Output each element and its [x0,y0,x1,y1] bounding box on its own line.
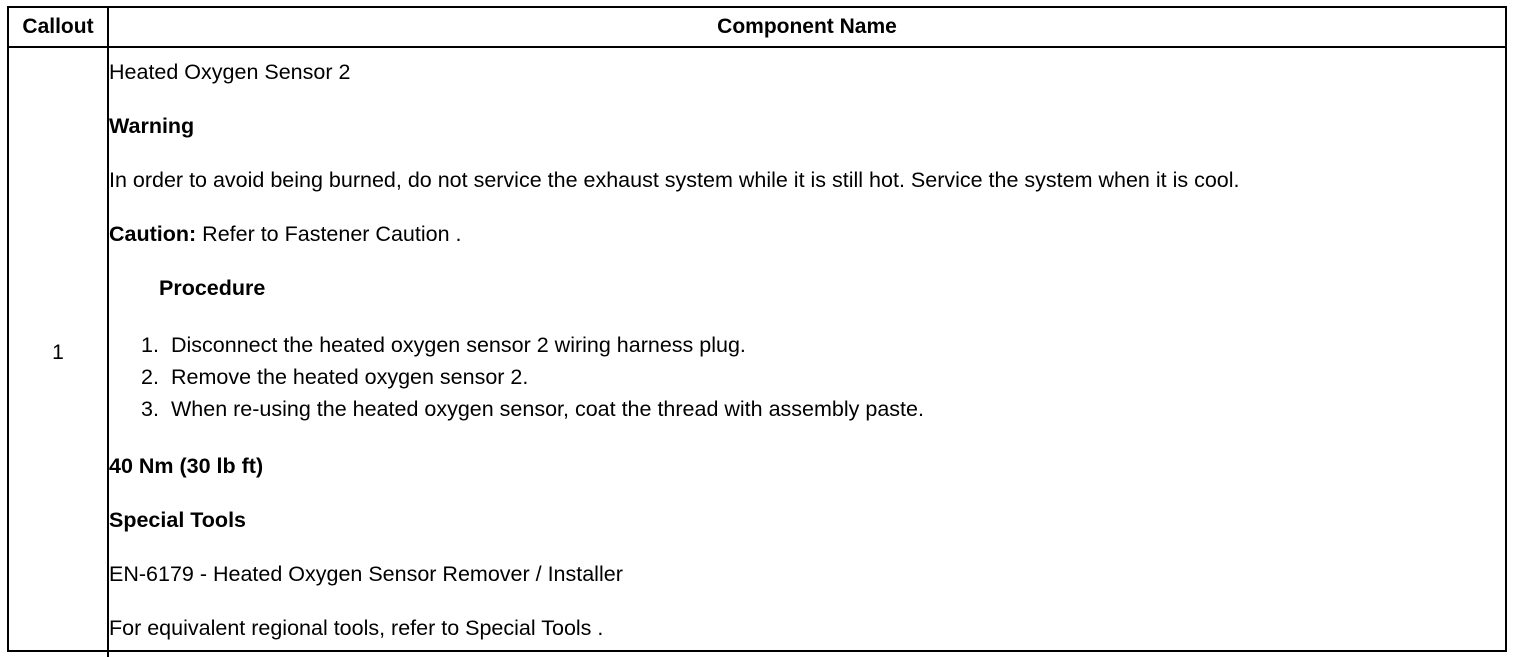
procedure-steps [109,317,1505,441]
component-cell [108,47,1505,657]
header-component-name: Component Name [108,8,1505,47]
step-number: 2 . [109,361,159,393]
warning-text: In order to avoid being burned, do not service the exhaust system while it is still hot. Service the system when it is cool. [109,168,1240,192]
procedure-heading: Procedure [159,276,266,300]
component-name: Heated Oxygen Sensor 2 [109,60,351,84]
caution-text: Refer to Fastener Caution . [196,222,462,246]
caution-note [109,209,1505,263]
header-callout: Callout [9,8,108,47]
header-row [9,8,1505,47]
warning-heading: Warning [109,114,195,138]
list-item [109,393,1505,425]
procedure-table-frame [7,6,1507,652]
procedure-table [9,8,1505,657]
list-item [109,329,1505,361]
table-row [9,47,1505,657]
step-number: 3 . [109,393,159,425]
special-tools-heading: Special Tools [109,508,246,532]
torque-spec: 40 Nm (30 lb ft) [109,454,264,478]
step-number: 1 . [109,329,159,361]
special-tool: EN-6179 - Heated Oxygen Sensor Remover / Installer [109,562,623,586]
step-text: When re-using the heated oxygen sensor, coat the thread with assembly paste. [171,397,924,421]
caution-label: Caution: [109,222,197,246]
step-text: Disconnect the heated oxygen sensor 2 wiring harness plug. [171,333,746,357]
list-item [109,361,1505,393]
step-text: Remove the heated oxygen sensor 2. [171,365,529,389]
regional-tools-note: For equivalent regional tools, refer to Special Tools . [109,616,604,640]
callout-number: 1 [9,47,108,657]
